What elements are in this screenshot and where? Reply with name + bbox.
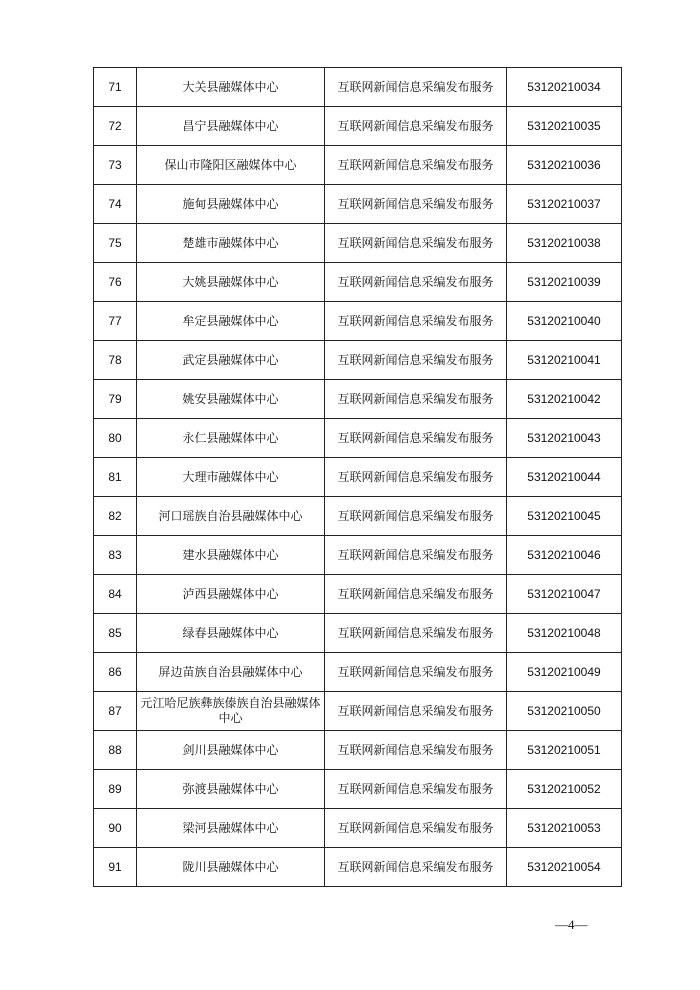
- row-number-cell: 77: [94, 302, 137, 341]
- organization-name-cell: 泸西县融媒体中心: [137, 575, 325, 614]
- row-number-cell: 88: [94, 731, 137, 770]
- organization-name-cell: 姚安县融媒体中心: [137, 380, 325, 419]
- table-row: [94, 536, 622, 575]
- row-number-cell: 75: [94, 224, 137, 263]
- license-code-cell: 53120210045: [507, 497, 622, 536]
- license-code-cell: 53120210035: [507, 107, 622, 146]
- row-number-cell: 81: [94, 458, 137, 497]
- table-row: [94, 419, 622, 458]
- service-type-cell: 互联网新闻信息采编发布服务: [325, 536, 507, 575]
- license-code-cell: 53120210054: [507, 848, 622, 887]
- row-number-cell: 89: [94, 770, 137, 809]
- service-type-cell: 互联网新闻信息采编发布服务: [325, 692, 507, 731]
- license-code-cell: 53120210048: [507, 614, 622, 653]
- registry-table: [93, 67, 622, 887]
- table-row: [94, 731, 622, 770]
- service-type-cell: 互联网新闻信息采编发布服务: [325, 380, 507, 419]
- row-number-cell: 85: [94, 614, 137, 653]
- table-row: [94, 341, 622, 380]
- organization-name-cell: 昌宁县融媒体中心: [137, 107, 325, 146]
- license-code-cell: 53120210043: [507, 419, 622, 458]
- service-type-cell: 互联网新闻信息采编发布服务: [325, 770, 507, 809]
- organization-name-cell: 永仁县融媒体中心: [137, 419, 325, 458]
- license-code-cell: 53120210037: [507, 185, 622, 224]
- service-type-cell: 互联网新闻信息采编发布服务: [325, 731, 507, 770]
- organization-name-cell: 楚雄市融媒体中心: [137, 224, 325, 263]
- organization-name-cell: 武定县融媒体中心: [137, 341, 325, 380]
- service-type-cell: 互联网新闻信息采编发布服务: [325, 575, 507, 614]
- license-code-cell: 53120210041: [507, 341, 622, 380]
- service-type-cell: 互联网新闻信息采编发布服务: [325, 419, 507, 458]
- license-code-cell: 53120210052: [507, 770, 622, 809]
- license-code-cell: 53120210042: [507, 380, 622, 419]
- license-code-cell: 53120210038: [507, 224, 622, 263]
- organization-name-cell: 大理市融媒体中心: [137, 458, 325, 497]
- table-row: [94, 575, 622, 614]
- table-row: [94, 224, 622, 263]
- license-code-cell: 53120210050: [507, 692, 622, 731]
- service-type-cell: 互联网新闻信息采编发布服务: [325, 809, 507, 848]
- row-number-cell: 86: [94, 653, 137, 692]
- organization-name-cell: 牟定县融媒体中心: [137, 302, 325, 341]
- table-row: [94, 263, 622, 302]
- service-type-cell: 互联网新闻信息采编发布服务: [325, 68, 507, 107]
- service-type-cell: 互联网新闻信息采编发布服务: [325, 614, 507, 653]
- license-code-cell: 53120210034: [507, 68, 622, 107]
- service-type-cell: 互联网新闻信息采编发布服务: [325, 107, 507, 146]
- service-type-cell: 互联网新闻信息采编发布服务: [325, 653, 507, 692]
- license-code-cell: 53120210051: [507, 731, 622, 770]
- service-type-cell: 互联网新闻信息采编发布服务: [325, 185, 507, 224]
- license-code-cell: 53120210039: [507, 263, 622, 302]
- row-number-cell: 73: [94, 146, 137, 185]
- table-row: [94, 185, 622, 224]
- organization-name-cell: 建水县融媒体中心: [137, 536, 325, 575]
- table-row: [94, 68, 622, 107]
- table-row: [94, 770, 622, 809]
- organization-name-cell: 屏边苗族自治县融媒体中心: [137, 653, 325, 692]
- table-row: [94, 497, 622, 536]
- row-number-cell: 72: [94, 107, 137, 146]
- organization-name-cell: 元江哈尼族彝族傣族自治县融媒体中心: [137, 692, 325, 731]
- organization-name-cell: 梁河县融媒体中心: [137, 809, 325, 848]
- row-number-cell: 83: [94, 536, 137, 575]
- row-number-cell: 84: [94, 575, 137, 614]
- table-row: [94, 653, 622, 692]
- table-row: [94, 458, 622, 497]
- license-code-cell: 53120210053: [507, 809, 622, 848]
- license-code-cell: 53120210049: [507, 653, 622, 692]
- organization-name-cell: 施甸县融媒体中心: [137, 185, 325, 224]
- row-number-cell: 74: [94, 185, 137, 224]
- row-number-cell: 90: [94, 809, 137, 848]
- table-row: [94, 848, 622, 887]
- license-code-cell: 53120210046: [507, 536, 622, 575]
- row-number-cell: 91: [94, 848, 137, 887]
- organization-name-cell: 陇川县融媒体中心: [137, 848, 325, 887]
- table-row: [94, 692, 622, 731]
- organization-name-cell: 大姚县融媒体中心: [137, 263, 325, 302]
- organization-name-cell: 绿春县融媒体中心: [137, 614, 325, 653]
- service-type-cell: 互联网新闻信息采编发布服务: [325, 458, 507, 497]
- row-number-cell: 76: [94, 263, 137, 302]
- row-number-cell: 71: [94, 68, 137, 107]
- row-number-cell: 87: [94, 692, 137, 731]
- organization-name-cell: 大关县融媒体中心: [137, 68, 325, 107]
- license-code-cell: 53120210040: [507, 302, 622, 341]
- row-number-cell: 79: [94, 380, 137, 419]
- license-code-cell: 53120210036: [507, 146, 622, 185]
- service-type-cell: 互联网新闻信息采编发布服务: [325, 263, 507, 302]
- row-number-cell: 80: [94, 419, 137, 458]
- organization-name-cell: 剑川县融媒体中心: [137, 731, 325, 770]
- table-row: [94, 302, 622, 341]
- license-code-cell: 53120210044: [507, 458, 622, 497]
- service-type-cell: 互联网新闻信息采编发布服务: [325, 848, 507, 887]
- table-row: [94, 380, 622, 419]
- row-number-cell: 78: [94, 341, 137, 380]
- organization-name-cell: 河口瑶族自治县融媒体中心: [137, 497, 325, 536]
- service-type-cell: 互联网新闻信息采编发布服务: [325, 341, 507, 380]
- organization-name-cell: 弥渡县融媒体中心: [137, 770, 325, 809]
- registry-table-body: [94, 68, 622, 887]
- license-code-cell: 53120210047: [507, 575, 622, 614]
- service-type-cell: 互联网新闻信息采编发布服务: [325, 497, 507, 536]
- table-row: [94, 809, 622, 848]
- organization-name-cell: 保山市隆阳区融媒体中心: [137, 146, 325, 185]
- service-type-cell: 互联网新闻信息采编发布服务: [325, 146, 507, 185]
- service-type-cell: 互联网新闻信息采编发布服务: [325, 302, 507, 341]
- table-row: [94, 107, 622, 146]
- page-number: —4—: [555, 917, 588, 932]
- table-row: [94, 146, 622, 185]
- table-row: [94, 614, 622, 653]
- row-number-cell: 82: [94, 497, 137, 536]
- service-type-cell: 互联网新闻信息采编发布服务: [325, 224, 507, 263]
